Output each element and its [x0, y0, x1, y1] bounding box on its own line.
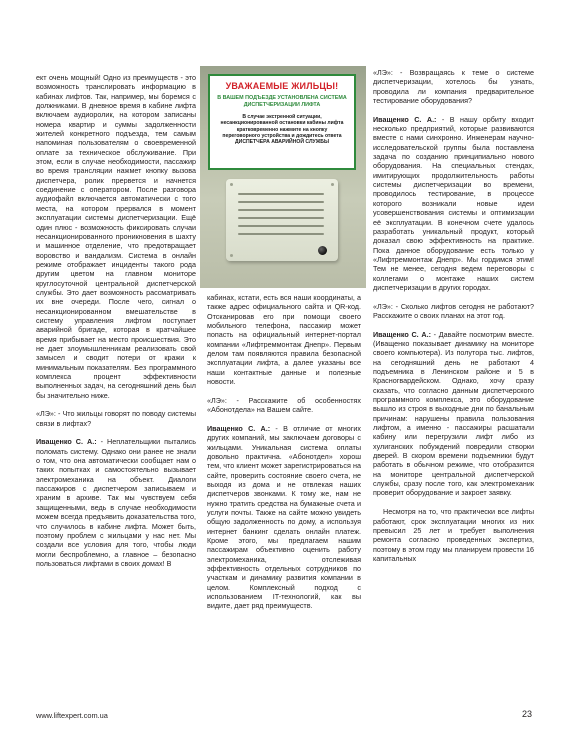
speaker-slot — [238, 201, 324, 203]
answer-text: - Неплательщики пытались поломать систему. Однако они ранее не знали о том, что она автоматически сообщает нам о таких попытках и самостоятельно вызывает электромеханика на объект. Диалоги пассажиров с диспетчером записываем и храним в архиве. Так мы чувствуем себя защищенными, ведь в случае необходимости можем всегда предъявить доказательства того, что случилось в кабине лифта. Может быть, поэтому проблем с жильцами у нас нет. Мы создали все условия для того, чтобы люди могли беспроблемно, а главное – безопасно пользоваться лифтами в своих домах! В — [36, 437, 197, 568]
sign-title: УВАЖАЕМЫЕ ЖИЛЬЦЫ! — [225, 81, 339, 91]
screw — [230, 254, 233, 257]
intercom-photo — [200, 66, 366, 288]
answer — [373, 115, 534, 293]
sign-subtitle: В ВАШЕМ ПОДЪЕЗДЕ УСТАНОВЛЕНА СИСТЕМА ДИСПЕТЧЕРИЗАЦИИ ЛИФТА — [217, 95, 347, 108]
answer — [36, 437, 196, 568]
article-column-right — [373, 68, 534, 563]
question: «ЛЭ»: - Расскажите об особенностях «Абонотдела» на Вашем сайте. — [207, 395, 361, 415]
article-column-middle — [207, 293, 361, 611]
notice-sign — [208, 74, 356, 170]
speaker-name: Иващенко С. А.: — [373, 329, 431, 339]
answer — [373, 330, 534, 498]
question: «ЛЭ»: - Сколько лифтов сегодня не работают? Расскажите о своих планах на этот год. — [373, 301, 534, 320]
paragraph: кабинах, кстати, есть вся наши координаты, а также адрес официального сайта и QR-код. Отсканировав его при помощи своего мобильного телефона, пассажир может попасть на официальный интернет-портал компании «Лифтреммонтаж Днепр». Первым делом там появляются правила безопасной эксплуатации лифта, а далее указаны все наши контактные данные и полезные новости. — [207, 293, 361, 387]
answer-text: - В нашу орбиту входит несколько предприятий, которые развиваются вместе с нами синхронно. Инженерам научно-исследовательской группы была поставлена задача по созданию принципиально нового оборудования. На специальных стендах, имитирующих продолжительность работы системы диспетчеризации во времени, проводилось тестирование, в процессе которого возникали новые идеи усовершенствования системы и оптимизации её эксплуатации. В конечном счете удалось разработать уникальный продукт, который доказал свою эффективность на практике. Пока данное оборудование есть только у «Лифтреммонтаж Днепр». Мы гордимся этим! Тем не менее, сегодня ведем переговоры с коллегами о монтаже наших систем диспетчеризации в других городах. — [373, 114, 535, 292]
page-number: 23 — [521, 709, 532, 719]
paragraph: ект очень мощный! Одно из преимуществ - это возможность транслировать информацию в кабинах лифтов. Так, например, мы боремся с должниками. В дневное время в кабине лифта включаем аудиоролик, на котором записаны номера квартир и суммы задолженности жителей конкретного подъезда, тем самым напоминая пользователям о своевременной оплате за техническое обслуживание. При этом, если в случае необходимости, пассажир во время трансляции нажмет кнопку вызова диспетчера, ролик прервется и начнется соединение с оператором. После разговора аудиофайл включается автоматически с того места, на котором прервался в момент эксплуатации системы диспетчеризации. Ещё один плюс - возможность фиксировать случаи несанкционированного проникновения в шахту и машинное отделение, что предотвращает воровство и вандализм. Система в онлайн режиме отображает инциденты такого рода другим цветом на главном мониторе круглосуточной центральной диспетчерской службы. Это дает возможность рассматривать их вне очереди. После чего, сигнал о несанкционированном вмешательстве в систему управления лифтом поступает аварийной бригаде, которая в кратчайшее время прибывает на место происшествия. Это не дает злоумышленникам реализовать свой замысел и сводит потери от кражи к минимальным показателям. Без программного комплекса процент эффективности выполненных задач, на сегодняшний день был бы значительно ниже. — [36, 73, 196, 400]
intercom-panel — [226, 179, 338, 261]
speaker-slot — [238, 209, 324, 211]
speaker-slot — [238, 233, 324, 235]
article-column-left — [36, 73, 196, 568]
speaker-slot — [238, 193, 324, 195]
answer — [207, 424, 361, 611]
speaker-slot — [238, 225, 324, 227]
camera-icon — [318, 246, 327, 255]
paragraph: Несмотря на то, что практически все лифты работают, срок эксплуатации многих из них превысил 25 лет и требует выполнения ремонта согласно проведенных экспертиз, поэтому в этом году мы планируем провести 16 капитальных — [373, 507, 534, 563]
sign-body: В случае экстренной ситуации, несанкционированной остановки кабины лифта кратковременно нажмите на кнопку переговорного устройства и дождитесь ответа ДИСПЕТЧЕРА АВАРИЙНОЙ СЛУЖБЫ — [220, 114, 344, 146]
question: «ЛЭ»: - Возвращаясь к теме о системе диспетчеризации, хотелось бы узнать, проводила ли компания предварительное тестирование оборудования? — [373, 68, 534, 106]
answer-text: - В отличие от многих других компаний, мы заключаем договоры с жильцами. Уникальная система оплаты довольно практична. «Абонотдел» хорош тем, что клиент может зарегистрироваться на сайте, проверить состояние своего счета, не выходя из дома и не отвлекая наших диспетчеров звонками. К тому же, нам не нужно тратить средства на бумажные счета и услуги почты. Также на сайте можно увидеть общую задолженность по дому, а используя интернет банкинг сделать онлайн платеж. Кроме этого, мы предлагаем нашим пассажирам объективно оценить работу электромеханика, отслеживая эффективность отдельных сотрудников по участкам и динамику развития компании в целом. Комплексный подход с использованием IT-технологий, как вы видите, дает ряд преимуществ. — [207, 423, 361, 611]
screw — [230, 183, 233, 186]
footer-website-link[interactable]: www.liftexpert.com.ua — [36, 711, 108, 720]
answer-text: - Давайте посмотрим вместе. (Иващенко показывает динамику на мониторе своего компьютера). Из полутора тыс. лифтов, на сегодняшний день не работают 4 подъемника в Ленинском районе и 5 в Красногвардейском. Однако, хочу сразу сказать, что согласно данным диспетчерского программного комплекса, это оборудование вышло из строя в выходные дни по банальным причинам: нарушены правила пользования лифтом, а именно - пассажиры расшатали кабину или перегрузили лифт либо из хулиганских побуждений повредили створки дверей. В скором времени подъемники будут работать в обычном режиме, что отобразится на мониторе центральной диспетчерской службы, сразу после того, как электромеханик проверит оборудование и закроет заявку. — [373, 329, 534, 498]
speaker-slot — [238, 217, 324, 219]
screw — [331, 183, 334, 186]
speaker-name: Иващенко С. А.: — [36, 437, 97, 447]
speaker-name: Иващенко С. А.: — [373, 114, 437, 124]
question: «ЛЭ»: - Что жильцы говорят по поводу системы связи в лифтах? — [36, 409, 196, 428]
speaker-name: Иващенко С. А.: — [207, 423, 271, 433]
